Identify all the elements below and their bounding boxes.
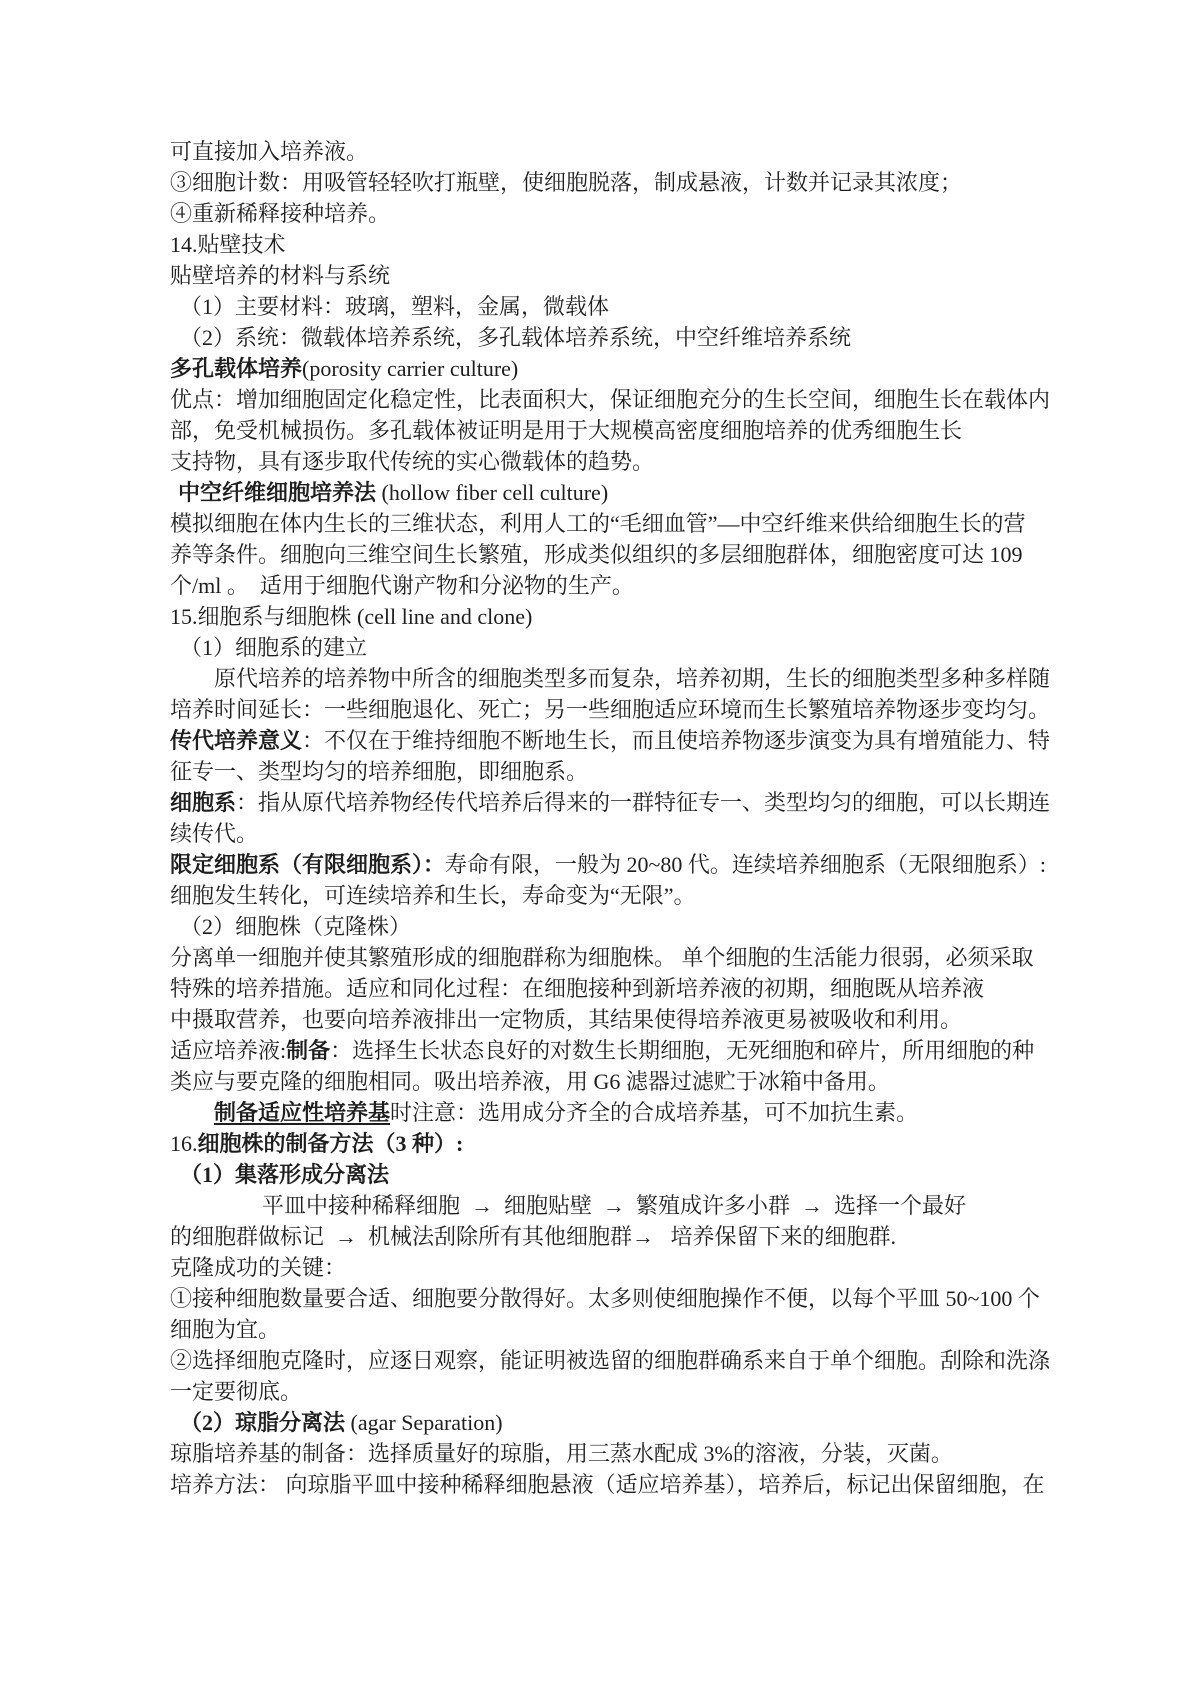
text-line xyxy=(170,787,1080,818)
body-text: 续传代。 xyxy=(170,821,259,846)
text-line xyxy=(170,1345,1080,1376)
text-line xyxy=(170,601,1080,632)
body-text: (agar Separation) xyxy=(345,1410,503,1435)
body-text: （2）系统：微载体培养系统，多孔载体培养系统，中空纤维培养系统 xyxy=(180,325,852,350)
body-text: ：选择生长状态良好的对数生长期细胞，无死细胞和碎片，所用细胞的种 xyxy=(330,1038,1035,1063)
body-text: 中摄取营养，也要向培养液排出一定物质，其结果使得培养液更易被吸收和利用。 xyxy=(170,1007,963,1032)
text-line xyxy=(170,1159,1080,1190)
body-text: 琼脂培养基的制备：选择质量好的琼脂，用三蒸水配成 3%的溶液，分装，灭菌。 xyxy=(170,1441,953,1466)
text-line xyxy=(170,446,1080,477)
emphasis-text: 中空纤维细胞培养法 xyxy=(178,480,377,505)
text-line xyxy=(170,849,1080,880)
emphasis-text: 多孔载体培养 xyxy=(170,356,303,381)
text-line xyxy=(170,167,1080,198)
body-text: 模拟细胞在体内生长的三维状态，利用人工的“毛细血管”—中空纤维来供给细胞生长的营 xyxy=(170,511,1026,536)
emphasis-text: 传代培养意义 xyxy=(170,728,303,753)
body-text: ：指从原代培养物经传代培养后得来的一群特征专一、类型均匀的细胞，可以长期连 xyxy=(236,790,1051,815)
emphasis-text: 限定细胞系（有限细胞系）： xyxy=(170,852,446,877)
body-text: （1）主要材料：玻璃，塑料，金属，微载体 xyxy=(180,294,610,319)
body-text: 细胞发生转化，可连续培养和生长，寿命变为“无限”。 xyxy=(170,883,696,908)
body-text: 时注意：选用成分齐全的合成培养基，可不加抗生素。 xyxy=(390,1100,919,1125)
text-line xyxy=(170,1004,1080,1035)
body-text: 原代培养的培养物中所含的细胞类型多而复杂，培养初期，生长的细胞类型多种多样随 xyxy=(214,666,1051,691)
text-line xyxy=(170,570,1080,601)
text-line xyxy=(170,818,1080,849)
emphasis-text: 细胞系 xyxy=(170,790,237,815)
document-lines xyxy=(170,136,1080,1500)
body-text: 分离单一细胞并使其繁殖形成的细胞群称为细胞株。 单个细胞的生活能力很弱，必须采取 xyxy=(170,945,1034,970)
body-text: 特殊的培养措施。适应和同化过程：在细胞接种到新培养液的初期，细胞既从培养液 xyxy=(170,976,985,1001)
body-text: 可直接加入培养液。 xyxy=(170,139,369,164)
text-line xyxy=(170,973,1080,1004)
body-text: 寿命有限，一般为 20~80 代。连续培养细胞系（无限细胞系）: xyxy=(445,852,1047,877)
body-text: ④重新稀释接种培养。 xyxy=(170,201,391,226)
text-line xyxy=(170,1407,1080,1438)
text-line xyxy=(170,353,1080,384)
body-text: ：不仅在于维持细胞不断地生长，而且使培养物逐步演变为具有增殖能力、特 xyxy=(302,728,1051,753)
text-line xyxy=(170,725,1080,756)
text-line xyxy=(170,1314,1080,1345)
text-line xyxy=(170,1376,1080,1407)
emphasis-text: 细胞株的制备方法（3 种）: xyxy=(197,1131,464,1156)
text-line xyxy=(170,1128,1080,1159)
text-line xyxy=(170,322,1080,353)
body-text: （2）细胞株（克隆株） xyxy=(180,914,412,939)
body-text: 细胞为宜。 xyxy=(170,1317,281,1342)
text-line xyxy=(170,756,1080,787)
body-text: 个/ml 。 适用于细胞代谢产物和分泌物的生产。 xyxy=(170,573,634,598)
emphasis-text: 制备适应性培养基 xyxy=(214,1100,391,1125)
body-text: 支持物，具有逐步取代传统的实心微载体的趋势。 xyxy=(170,449,655,474)
text-line xyxy=(170,632,1080,663)
body-text: (porosity carrier culture) xyxy=(302,356,519,381)
text-line xyxy=(170,1252,1080,1283)
body-text: 适应培养液: xyxy=(170,1038,287,1063)
body-text: (hollow fiber cell culture) xyxy=(376,480,609,505)
text-line xyxy=(170,477,1080,508)
body-text: 14.贴壁技术 xyxy=(170,232,286,257)
body-text: 16. xyxy=(170,1131,198,1156)
body-text: 的细胞群做标记 → 机械法刮除所有其他细胞群→ 培养保留下来的细胞群. xyxy=(170,1224,897,1249)
text-line xyxy=(170,260,1080,291)
text-line xyxy=(170,229,1080,260)
text-line xyxy=(170,508,1080,539)
text-line xyxy=(170,1066,1080,1097)
body-text: 培养方法： 向琼脂平皿中接种稀释细胞悬液（适应培养基），培养后，标记出保留细胞，在 xyxy=(170,1472,1045,1497)
text-line xyxy=(170,198,1080,229)
body-text: 养等条件。细胞向三维空间生长繁殖，形成类似组织的多层细胞群体，细胞密度可达 109 xyxy=(170,542,1023,567)
text-line xyxy=(170,880,1080,911)
text-line xyxy=(170,663,1080,694)
body-text: 类应与要克隆的细胞相同。吸出培养液，用 G6 滤器过滤贮于冰箱中备用。 xyxy=(170,1069,890,1094)
text-line xyxy=(170,694,1080,725)
text-line xyxy=(170,1097,1080,1128)
text-line xyxy=(170,942,1080,973)
text-line xyxy=(170,1221,1080,1252)
body-text: 一定要彻底。 xyxy=(170,1379,303,1404)
body-text: 培养时间延长：一些细胞退化、死亡；另一些细胞适应环境而生长繁殖培养物逐步变均匀。 xyxy=(170,697,1051,722)
text-line xyxy=(170,1283,1080,1314)
body-text: ③细胞计数：用吸管轻轻吹打瓶壁，使细胞脱落，制成悬液，计数并记录其浓度； xyxy=(170,170,963,195)
body-text: （1）细胞系的建立 xyxy=(180,635,368,660)
body-text: 贴壁培养的材料与系统 xyxy=(170,263,391,288)
text-line xyxy=(170,911,1080,942)
body-text: 部，免受机械损伤。多孔载体被证明是用于大规模高密度细胞培养的优秀细胞生长 xyxy=(170,418,963,443)
text-line xyxy=(170,291,1080,322)
body-text: 克隆成功的关键： xyxy=(170,1255,347,1280)
text-line xyxy=(170,384,1080,415)
emphasis-text: （2）琼脂分离法 xyxy=(180,1410,346,1435)
body-text: 优点：增加细胞固定化稳定性，比表面积大，保证细胞充分的生长空间，细胞生长在载体内 xyxy=(170,387,1051,412)
body-text: ①接种细胞数量要合适、细胞要分散得好。太多则使细胞操作不便，以每个平皿 50~100 个 xyxy=(170,1286,1040,1311)
body-text: 平皿中接种稀释细胞 → 细胞贴壁 → 繁殖成许多小群 → 选择一个最好 xyxy=(262,1193,967,1218)
text-line xyxy=(170,415,1080,446)
text-line xyxy=(170,1190,1080,1221)
text-line xyxy=(170,1438,1080,1469)
text-line xyxy=(170,1035,1080,1066)
emphasis-text: （1）集落形成分离法 xyxy=(180,1162,390,1187)
body-text: 15.细胞系与细胞株 (cell line and clone) xyxy=(170,604,533,629)
body-text: 征专一、类型均匀的培养细胞，即细胞系。 xyxy=(170,759,589,784)
text-line xyxy=(170,1469,1080,1500)
body-text: ②选择细胞克隆时，应逐日观察，能证明被选留的细胞群确系来自于单个细胞。刮除和洗涤 xyxy=(170,1348,1051,1373)
text-line xyxy=(170,136,1080,167)
text-line xyxy=(170,539,1080,570)
emphasis-text: 制备 xyxy=(286,1038,331,1063)
